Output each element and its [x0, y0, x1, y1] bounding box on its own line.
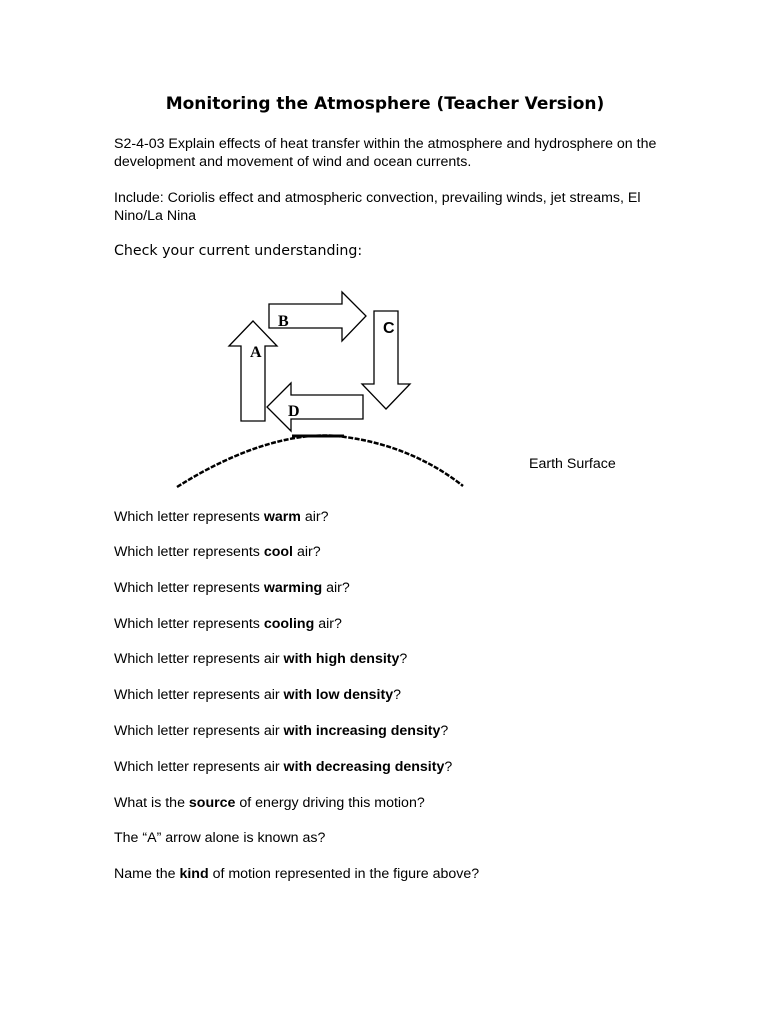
convection-diagram: [0, 280, 770, 495]
check-understanding-heading: Check your current understanding:: [114, 243, 363, 259]
label-c: C: [383, 320, 395, 337]
earth-surface-label: Earth Surface: [529, 456, 616, 472]
question-2: Which letter represents cool air?: [114, 544, 321, 560]
question-5: Which letter represents air with high density?: [114, 651, 408, 667]
question-3: Which letter represents warming air?: [114, 580, 350, 596]
question-8: Which letter represents air with decreasing density?: [114, 759, 453, 775]
arrow-d-left: [267, 383, 363, 431]
question-1: Which letter represents warm air?: [114, 509, 329, 525]
earth-surface-arc: [177, 435, 463, 487]
question-11: Name the kind of motion represented in the figure above?: [114, 866, 480, 882]
question-9: What is the source of energy driving this motion?: [114, 795, 425, 811]
question-4: Which letter represents cooling air?: [114, 616, 342, 632]
label-d: D: [288, 403, 300, 420]
label-b: B: [278, 313, 289, 330]
question-10: The “A” arrow alone is known as?: [114, 830, 326, 846]
question-7: Which letter represents air with increasing density?: [114, 723, 449, 739]
question-6: Which letter represents air with low density?: [114, 687, 401, 703]
label-a: A: [250, 344, 262, 361]
outcome-text: S2-4-03 Explain effects of heat transfer within the atmosphere and hydrosphere on the development and movement of wind and ocean currents.: [114, 136, 657, 170]
page-title: Monitoring the Atmosphere (Teacher Version): [165, 94, 605, 114]
include-text: Include: Coriolis effect and atmospheric convection, prevailing winds, jet streams, El Nino/La Nina: [114, 190, 641, 224]
